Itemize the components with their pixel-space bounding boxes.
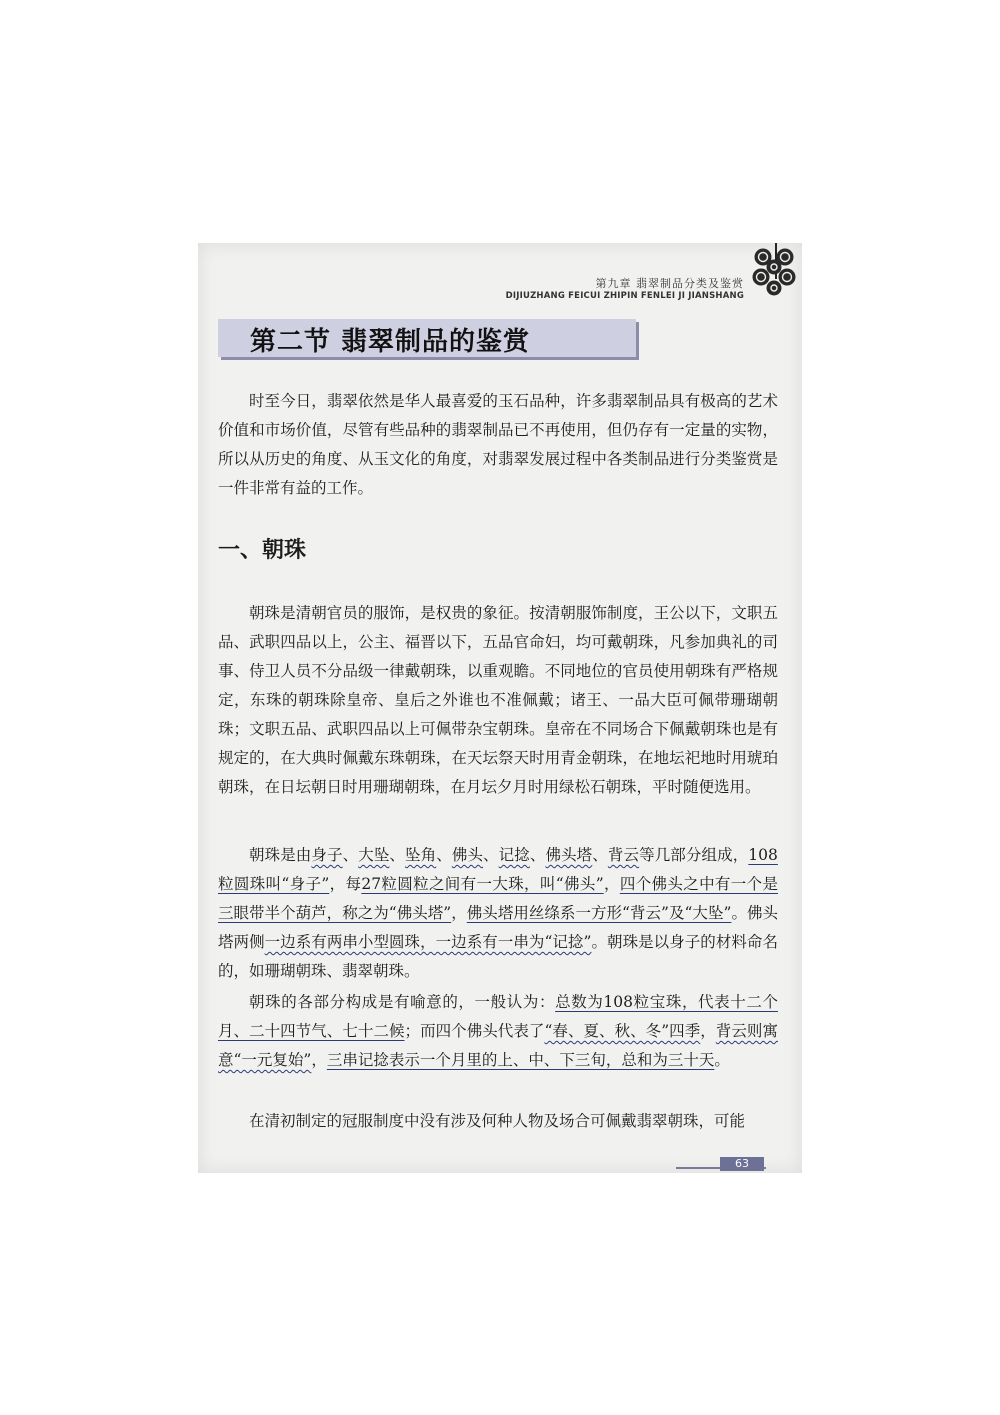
text-run: 、 xyxy=(389,846,406,864)
annotated-phrase: 27粒圆粒之间有一大珠，叫“佛头” xyxy=(361,875,604,893)
annotated-term: 身子 xyxy=(311,846,343,864)
text-run: 等几部分组成， xyxy=(639,846,749,864)
annotated-phrase: 108粒圆珠叫“身子” xyxy=(218,846,778,893)
text-run: ，每 xyxy=(329,875,362,893)
annotated-term: 佛头 xyxy=(451,846,484,864)
chapter-title-pinyin: DIJIUZHANG FEICUI ZHIPIN FENLEI JI JIANSHANG xyxy=(505,291,744,301)
annotated-term: 坠角 xyxy=(405,846,437,864)
paragraph-court-beads-meaning xyxy=(218,988,778,1075)
annotated-phrase: 一边系有两串小型圆珠，一边系有一串为“记捻” xyxy=(264,933,592,951)
annotated-phrase: 三串记捻表示一个月里的上、中、下三旬，总和为三十天 xyxy=(326,1051,715,1069)
page-number: 63 xyxy=(720,1157,764,1171)
section-title: 第二节 翡翠制品的鉴赏 xyxy=(250,327,531,357)
annotated-term: 大坠 xyxy=(358,846,390,864)
paragraph-court-beads-parts xyxy=(218,841,778,986)
intro-paragraph: 时至今日，翡翠依然是华人最喜爱的玉石品种，许多翡翠制品具有极高的艺术价值和市场价值，尽管有些品种的翡翠制品已不再使用，但仍存有一定量的实物，所以从历史的角度、从玉文化的角度，对翡翠发展过程中各类制品进行分类鉴赏是一件非常有益的工作。 xyxy=(218,392,778,497)
text-run: ， xyxy=(451,904,467,922)
text-run: 朝珠的各部分构成是有喻意的，一般认为： xyxy=(249,993,556,1011)
annotated-phrase: 四个佛头之中有一个是三眼带半个葫芦，称之为“佛头塔” xyxy=(218,875,778,922)
text-run: 、 xyxy=(592,846,608,864)
text-run: 、 xyxy=(342,846,359,864)
annotated-term: 佛头塔 xyxy=(545,846,593,864)
annotated-term: 背云 xyxy=(607,846,640,864)
paragraph-court-beads-history: 朝珠是清朝官员的服饰，是权贵的象征。按清朝服饰制度，王公以下，文职五品、武职四品以上，公主、福晋以下，五品官命妇，均可戴朝珠，凡参加典礼的司事、侍卫人员不分品级一律戴朝珠，以重观瞻。不同地位的官员使用朝珠有严格规定，东珠的朝珠除皇帝、皇后之外谁也不准佩戴；诸王、一品大臣可佩带珊瑚朝珠；文职五品、武职四品以上可佩带杂宝朝珠。皇帝在不同场合下佩戴朝珠也是有规定的，在大典时佩戴东珠朝珠，在天坛祭天时用青金朝珠，在地坛祀地时用琥珀朝珠，在日坛朝日时用珊瑚朝珠，在月坛夕月时用绿松石朝珠，平时随便选用。 xyxy=(218,604,778,796)
text-run: 。佛头塔两侧 xyxy=(218,904,778,951)
annotated-phrase: “春、夏、秋、冬”四季 xyxy=(544,1022,701,1040)
text-run: 、 xyxy=(436,846,452,864)
annotated-phrase: 总数为108粒宝珠，代表十二个月、二十四节气、七十二候 xyxy=(218,993,778,1040)
text-run: 、 xyxy=(483,846,499,864)
book-page xyxy=(198,243,802,1173)
section-title-band xyxy=(218,319,636,357)
text-run: 。朝珠是以身子的材料命名的，如珊瑚朝珠、翡翠朝珠。 xyxy=(218,933,778,980)
text-run: ， xyxy=(700,1022,716,1040)
text-run: ；而四个佛头代表了 xyxy=(404,1022,545,1040)
text-run: 。 xyxy=(714,1051,730,1069)
text-run: 朝珠是由 xyxy=(249,846,312,864)
annotated-phrase: 背云则寓意“一元复始” xyxy=(218,1022,778,1069)
chinese-knot-icon xyxy=(747,243,802,303)
text-run: ， xyxy=(311,1051,327,1069)
text-run: ， xyxy=(603,875,620,893)
chapter-title-cn: 第九章 翡翠制品分类及鉴赏 xyxy=(595,277,744,290)
annotated-phrase: 佛头塔用丝绦系一方形“背云”及“大坠” xyxy=(466,904,732,922)
paragraph-jadeite-court-beads: 在清初制定的冠服制度中没有涉及何种人物及场合可佩戴翡翠朝珠，可能 xyxy=(249,1112,746,1130)
annotated-term: 记捻 xyxy=(498,846,530,864)
text-run: 、 xyxy=(529,846,546,864)
subsection-heading: 一、朝珠 xyxy=(218,538,307,563)
